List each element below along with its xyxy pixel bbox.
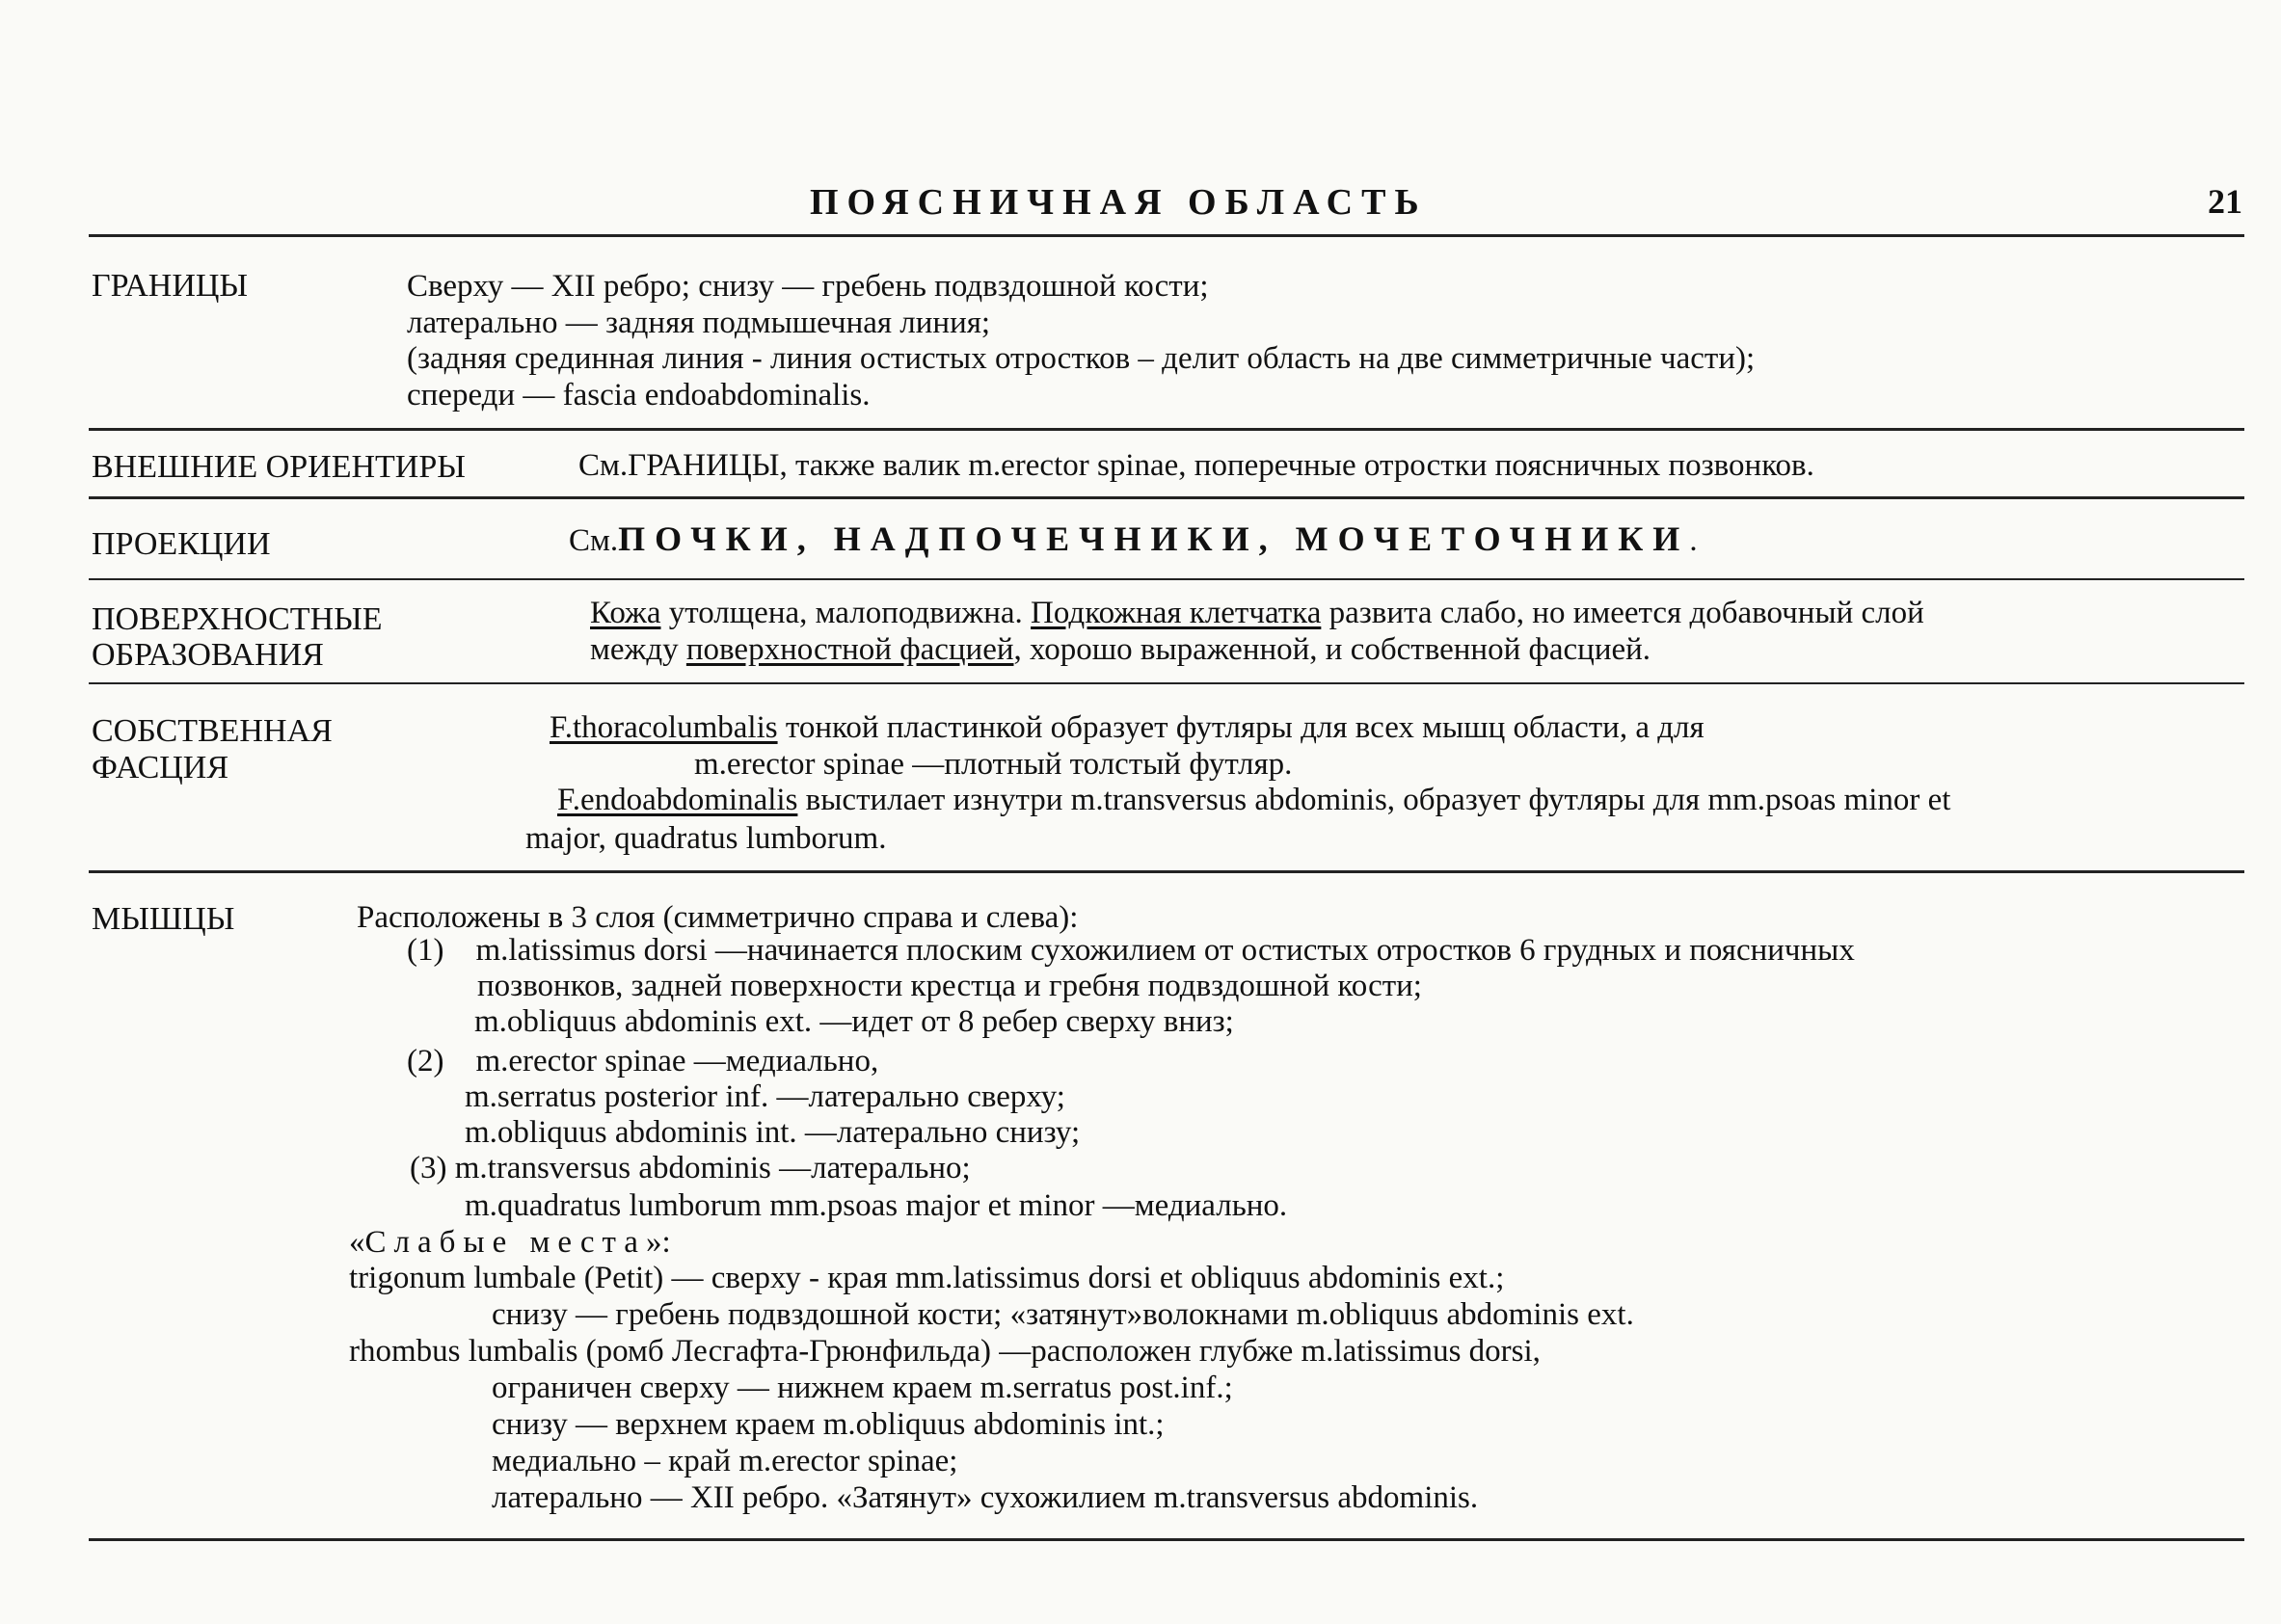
borders-line: спереди — fascia endoabdominalis. xyxy=(407,378,871,413)
weak-spots-title: Слабые места xyxy=(364,1225,646,1260)
weak-spots-quote: « xyxy=(349,1225,365,1260)
fascia-text: тонкой пластинкой образует футляры для всех мышц области, а для xyxy=(777,710,1704,745)
landmarks-text: См.ГРАНИЦЫ, также валик m.erector spinae, поперечные отростки поясничных позвонков. xyxy=(578,448,1814,483)
divider xyxy=(89,234,2244,237)
borders-line: (задняя срединная линия - линия остистых отростков – делит область на две симметричные части); xyxy=(407,341,1756,376)
muscles-line: снизу — верхнем краем m.obliquus abdominis int.; xyxy=(492,1407,1165,1442)
divider xyxy=(89,428,2244,431)
section-label-superficial: ПОВЕРХНОСТНЫЕ xyxy=(92,601,383,637)
muscles-line: (2) m.erector spinae —медиально, xyxy=(407,1044,879,1078)
weak-spots-quote: »: xyxy=(645,1225,671,1260)
muscles-line: ограничен сверху — нижнем краем m.serratus post.inf.; xyxy=(492,1371,1233,1405)
section-label-superficial: ОБРАЗОВАНИЯ xyxy=(92,637,324,673)
divider xyxy=(89,870,2244,873)
section-label-fascia: СОБСТВЕННАЯ xyxy=(92,713,333,749)
divider xyxy=(89,1538,2244,1541)
muscles-line: медиально – край m.erector spinae; xyxy=(492,1444,958,1478)
muscles-line: латерально — XII ребро. «Затянут» сухожилием m.transversus abdominis. xyxy=(492,1480,1479,1515)
muscles-line: m.quadratus lumborum mm.psoas major et minor —медиально. xyxy=(465,1188,1288,1223)
muscles-line: позвонков, задней поверхности крестца и гребня подвздошной кости; xyxy=(477,969,1422,1003)
borders-line: Сверху — XII ребро; снизу — гребень подвздошной кости; xyxy=(407,269,1209,304)
section-label-landmarks: ВНЕШНИЕ ОРИЕНТИРЫ xyxy=(92,449,466,485)
superficial-text: утолщена, малоподвижна. xyxy=(660,596,1032,630)
muscles-line: rhombus lumbalis (ромб Лесгафта-Грюнфильда) —расположен глубже m.latissimus dorsi, xyxy=(349,1334,1541,1369)
fascia-line: m.erector spinae —плотный толстый футляр. xyxy=(694,747,1293,782)
muscles-intro: Расположены в 3 слоя (симметрично справа и слева): xyxy=(357,900,1079,935)
divider xyxy=(89,496,2244,499)
projections-text xyxy=(569,520,1698,559)
divider xyxy=(89,578,2244,580)
muscles-line: (3) m.transversus abdominis —латерально; xyxy=(410,1151,971,1185)
skin-term: Кожа xyxy=(590,596,661,630)
fascia-line: major, quadratus lumborum. xyxy=(525,821,887,856)
fascia-line xyxy=(557,782,1950,818)
thoracolumbalis-term: F.thoracolumbalis xyxy=(550,710,778,745)
section-label-borders: ГРАНИЦЫ xyxy=(92,268,249,304)
muscles-line: снизу — гребень подвздошной кости; «затянут»волокнами m.obliquus abdominis ext. xyxy=(492,1297,1634,1332)
borders-line: латерально — задняя подмышечная линия; xyxy=(407,306,991,340)
fascia-line xyxy=(550,709,1704,746)
page-title: ПОЯСНИЧНАЯ ОБЛАСТЬ xyxy=(810,182,1428,223)
muscles-line: m.serratus posterior inf. —латерально сверху; xyxy=(465,1079,1065,1114)
fascia-text: выстилает изнутри m.transversus abdominis, образует футляры для mm.psoas minor et xyxy=(797,783,1951,817)
muscles-line: (1) m.latissimus dorsi —начинается плоским сухожилием от остистых отростков 6 грудных и поясничных xyxy=(407,933,1855,968)
muscles-line: trigonum lumbale (Petit) — сверху - края mm.latissimus dorsi et obliquus abdominis ext.; xyxy=(349,1261,1505,1295)
section-label-projections: ПРОЕКЦИИ xyxy=(92,526,271,562)
weak-spots-heading xyxy=(349,1224,671,1261)
superficial-fascia-term: поверхностной фасцией xyxy=(685,632,1014,667)
projections-organs: ПОЧКИ, НАДПОЧЕЧНИКИ, МОЧЕТОЧНИКИ xyxy=(618,519,1690,558)
subcutaneous-term: Подкожная клетчатка xyxy=(1031,596,1322,630)
projections-suffix: . xyxy=(1689,523,1698,558)
section-label-fascia: ФАСЦИЯ xyxy=(92,750,229,785)
muscles-line: m.obliquus abdominis int. —латерально снизу; xyxy=(465,1115,1081,1150)
section-label-muscles: МЫШЦЫ xyxy=(92,901,235,937)
page-number: 21 xyxy=(2208,182,2242,221)
superficial-line xyxy=(590,631,1650,668)
superficial-line xyxy=(590,595,1924,631)
projections-prefix: См. xyxy=(569,523,619,558)
muscles-line: m.obliquus abdominis ext. —идет от 8 ребер сверху вниз; xyxy=(474,1004,1234,1039)
endoabdominalis-term: F.endoabdominalis xyxy=(557,783,798,817)
superficial-text: , хорошо выраженной, и собственной фасцией. xyxy=(1013,632,1651,667)
superficial-text: развита слабо, но имеется добавочный слой xyxy=(1321,596,1924,630)
divider xyxy=(89,682,2244,684)
superficial-text: между xyxy=(590,632,686,667)
